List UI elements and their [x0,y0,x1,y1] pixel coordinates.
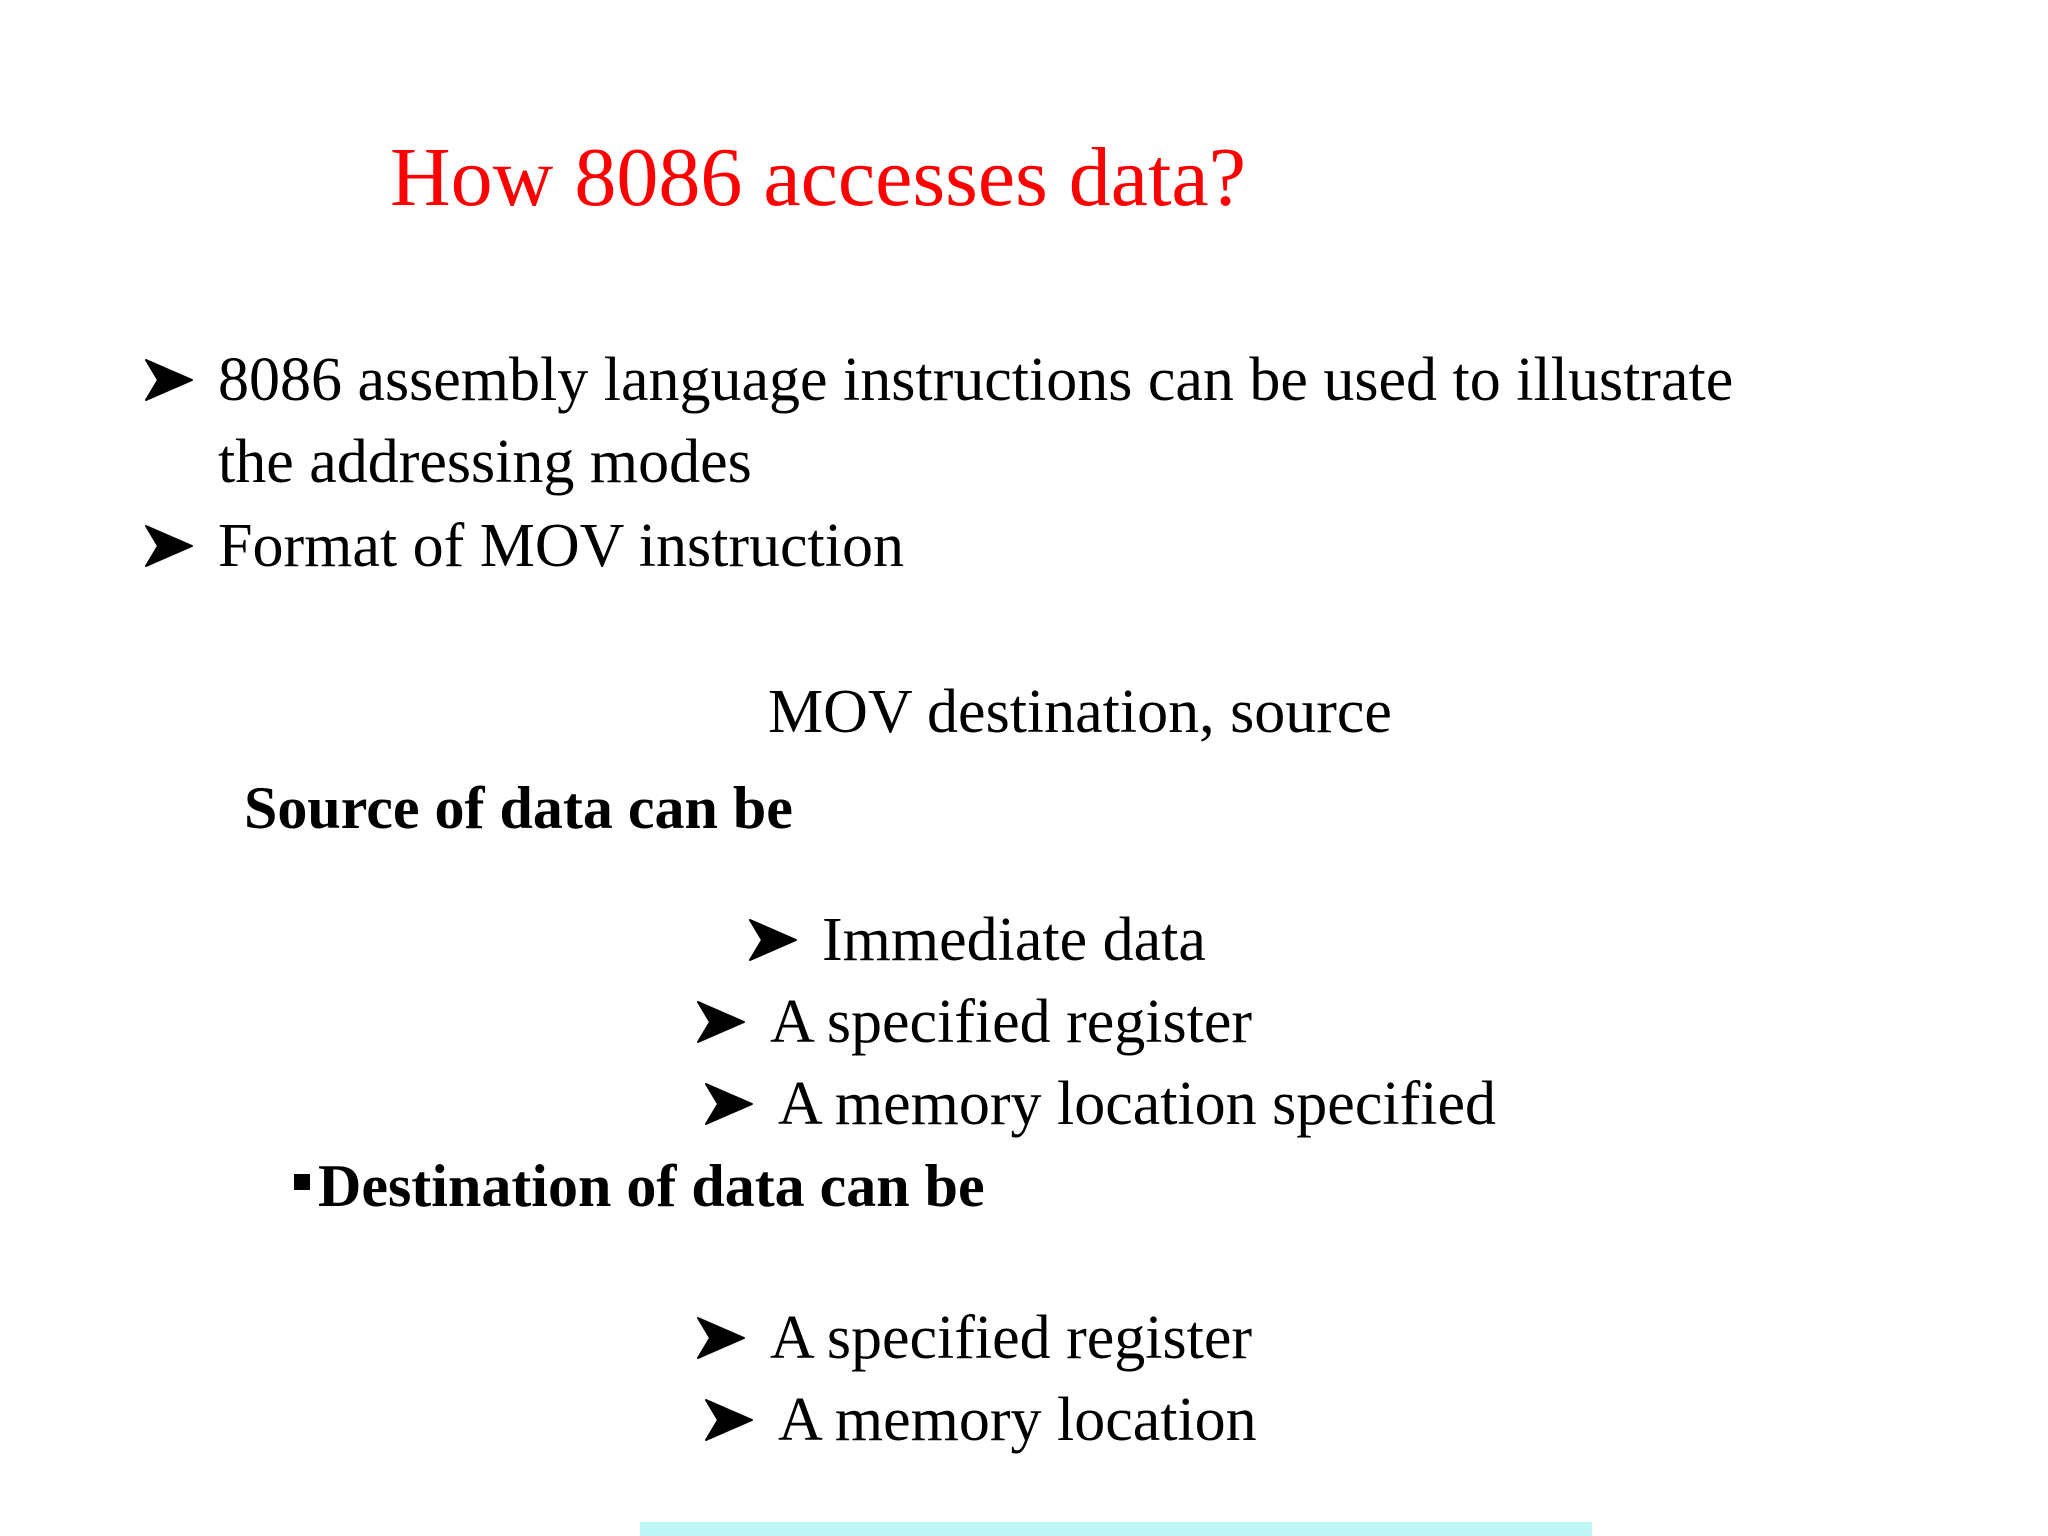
square-bullet-icon [294,1174,310,1190]
arrowhead-bullet-icon [144,524,194,568]
arrowhead-bullet-icon [696,1000,746,1044]
destination-heading: Destination of data can be [318,1153,985,1219]
arrowhead-bullet-icon [704,1398,754,1442]
bullet-2-line-1: Format of MOV instruction [218,512,904,580]
destination-item-memory: A memory location [778,1386,1257,1454]
source-item-register: A specified register [770,988,1253,1056]
mov-format: MOV destination, source [768,678,1392,746]
bottom-highlight-bar [640,1522,1592,1536]
bullet-1-line-1: 8086 assembly language instructions can be used to illustrate [218,346,1734,414]
source-item-immediate: Immediate data [822,906,1206,974]
source-item-memory: A memory location specified [778,1070,1496,1138]
arrowhead-bullet-icon [704,1082,754,1126]
slide-title: How 8086 accesses data? [390,131,1246,224]
arrowhead-bullet-icon [696,1316,746,1360]
arrowhead-bullet-icon [144,358,194,402]
arrowhead-bullet-icon [748,918,798,962]
destination-item-register: A specified register [770,1304,1253,1372]
source-heading: Source of data can be [244,775,793,841]
bullet-1-line-2: the addressing modes [218,428,752,496]
